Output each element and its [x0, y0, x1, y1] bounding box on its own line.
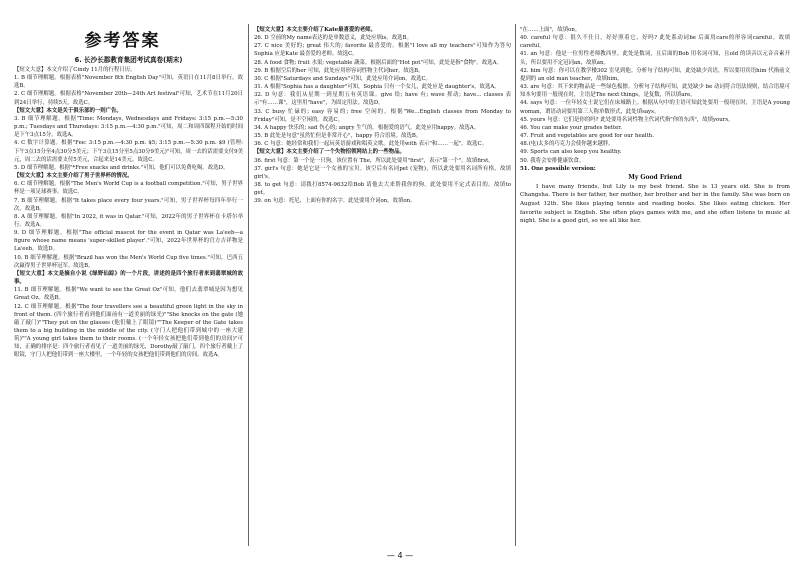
answer-item: 27. C nice 美好的; great 伟大的; favorite 最喜爱的。根据"I love all my teachers"可知作为答句 Sophia 应是Kate 最喜爱的老师。故选C。 [254, 43, 511, 58]
answer-item: 8. A 细节理解题。根据"In 2022, it was in Qatar."可知，2022年的男子世界杯在卡塔尔举行。故选A。 [14, 213, 243, 228]
answer-item: 28. A food 食物; fruit 水果; vegetable 蔬菜。根据后面的"Hot pot"可知，此处是指"食物"。故选A。 [254, 59, 502, 66]
answer-item: 46. You can make your grades better. [520, 124, 622, 131]
answer-item: 33. C busy 忙碌的; easy 容易的; free 空闲的。根据"We...English classes from Monday to Friday"可知，是不空闲的。故选C。 [254, 108, 511, 123]
answer-item: 47. Fruit and vegetables are good for our health. [520, 133, 654, 140]
passage-summary: 【短文大意】本文是摘自小说《绿野仙踪》的一个片段，讲述的是四个旅行者来到翡翠城的故事。 [14, 270, 243, 286]
column-divider [248, 24, 249, 546]
answer-column-middle [254, 26, 511, 546]
passage-summary: 51. One possible version: [520, 165, 596, 172]
answer-item: 38. to get 句意：请拨打8574-9632给Bob 请他去大来帮我你的狗。此处要用不定式表目的。故填to get。 [254, 181, 511, 197]
answer-item: 1. B 细节理解题。根据表格"November 8th English Day"可知，英语日在11月8日举行。故选B。 [14, 75, 243, 90]
passage-summary: 【短文大意】本文主要介绍了Kate最喜爱的老师。 [254, 27, 376, 33]
essay-title: My Good Friend [628, 173, 682, 181]
answer-item: 49. Sports can also keep you healthy. [520, 149, 622, 156]
column-divider [515, 24, 516, 546]
passage-summary: 【短文大意】本文主要介绍了一个失物招领网站上的一些物品。 [254, 149, 405, 156]
answer-item: 36. first 句意：第一个是一只狗，该位置有 The，所以此处要用"first"，表示"第一个"。故填first。 [254, 157, 494, 164]
answer-item: 48.(电)太多的巧克力会使你越来越胖。 [520, 141, 614, 148]
answer-item: 44. says 句意：一位年轻女士说它们在床城路上。根据从句中的主语可知此处要用一般现在时，主语是A young woman，谓语动词要用第三人称单数形式，此处填says。 [520, 100, 790, 115]
answer-item: "在……上面"，故填on。 [520, 27, 581, 33]
essay-body: I have many friends, but Lily is my best friend. She is 13 years old. She is from Changsha. There is her father, her mother, her brother and her in the family. She was born on August 12th. She likes playing tennis and reading books. She likes eating chicken. Her favorite subject is English. She often plays games with me, and she often listens to music at night. She is a good girl, so we all like her. [520, 183, 790, 225]
answer-item: 45. yours 句意：它们是你的吗? 此处要用名词性物主代词代指"你的东西"，故填yours。 [520, 116, 734, 123]
answer-item: 9. D 细节理解题。根据"The official mascot for the event in Qatar was La'eeb—a figure whose name means 'super-skilled player'."可知，2022年世界杯的官方吉祥物是La'eeb。故选D。 [14, 230, 243, 253]
answer-item: 3. B 细节理解题。根据"Time: Mondays, Wednesdays and Fridays: 3:15 p.m.—5:30 p.m.; Tuesdays and Thursdays: 3:15 p.m.—4:30 p.m."可知，周二和周四课程开始的时间是下午3点15分。故选A。 [14, 115, 243, 139]
answer-item: 43. are 句意：其下来的物品是一些绿色板擦。分析句子结构可知，此处缺少 be 动词符合语法规则，结合语境可知本句要用一般现在时，主语是The next things，是复数，所以填are。 [520, 84, 790, 99]
section-heading: 6. 长沙长郡教育集团考试真卷(期末) [74, 56, 183, 64]
passage-summary: 【短文大意】本文是关于俱乐部的一则广告。 [14, 107, 122, 114]
answer-item: 30. C 根据"Saturdays and Sundays"可知，此处应用介词on。故选C。 [254, 75, 432, 82]
answer-item: 【短文大意】本文介绍了Cindy 11月的行程日历。 [14, 67, 136, 73]
answer-item: 5. D 细节理解题。根据"*Free snacks and drinks."可知，他们可以免费吃喝。故选D。 [14, 164, 229, 171]
answer-item: 10. B 细节理解题。根据"Brazil has won the Men's World Cup five times."可知，巴西五次赢得男子世界杯冠军。故选B。 [14, 254, 243, 269]
answer-item: 7. B 细节理解题。根据"It takes place every four years."可知，男子世界杯每四年举行一次。故选B。 [14, 197, 243, 212]
passage-summary: 【短文大意】本文主要介绍了男子世界杯的情况。 [14, 173, 133, 180]
answer-item: 6. C 细节理解题。根据"The Men's World Cup is a football competition."可知，男子世界杯是一项足球赛事。故选C。 [14, 181, 243, 196]
answer-column-right [520, 26, 790, 546]
answer-item: 31. A 根据"Sophia has a daughter"可知，Sophia 只有一个女儿，此处应是 daughter's。故选A。 [254, 84, 500, 91]
answer-item: 11. B 细节理解题。根据"We want to see the Great Oz"可知，他们去翡翠城是因为想见Great Oz。故选B。 [14, 287, 243, 302]
answer-column-left [14, 55, 243, 545]
answer-item: 39. on 句意：托尼，上面有你的名字。此处要用介词on。故填on。 [254, 198, 416, 205]
answer-item: 42. him 句意：你可以在教学楼302 室见到他。分析句子结构可知，此处缺少宾语，所以要用宾语him 代指前文提到的 an old man teacher，故填him。 [520, 67, 790, 82]
answer-item: 34. A happy 快乐的; sad 伤心的; angry 生气的。根据爱的语气，此处应用happy。故选A。 [254, 124, 480, 131]
answer-item: 40. careful 句意：很久不仕日，好好照着它，好吗? 此处系动词be 后面用care的形容词careful。故填careful。 [520, 35, 790, 50]
answer-item: 36. C 句意：她经常和我们一起玩英语游戏和唱英文歌。此处用with 表示"和……一起"。故选C。 [254, 141, 487, 148]
answer-item: 37. girl's 句意：她是它是一个女孩的宝贝。该空后有名词pet (宠物)，所以此处要用名词所有格，故填girl's。 [254, 165, 511, 180]
page-title: 参考答案 [84, 31, 161, 51]
page-number: — 4 — [386, 551, 414, 560]
answer-item: 35. B 此处是句意"虽然忙但是非常开心"，happy 符合语境。故选B。 [254, 133, 422, 140]
answer-item: 12. C 细节理解题。根据"The four travellers see a beautiful green light in the sky in front of them. (四个旅行者看到他们面前有一道美丽的绿光)""She knocks on the gate (她敲了敲门)""They put on the glasses (他们戴上了眼镜)""The Keeper of the Gate takes them to a big building in the middle of the city. (守门人把他们带到城中的一座大建筑)""A young girl takes them to their rooms. (一个年轻女孩把他们带到他们的房间)"可知，正确的排序是：四个旅行者看见了一道美丽的绿光，Dorothy敲了敲门，四个旅行者戴上了眼镜，守门人把他们带到一座大楼里，一个年轻的女孩把他们带到他们的房间。故选A。 [14, 303, 243, 359]
answer-item: 4. C 数字计算题。根据"Fee: 3:15 p.m.—4:30 p.m. $5; 3:15 p.m.—5:30 p.m. $9 (管理: 下午3点15分至4点30分5美元；下午3点15分至5点30分9美元)"可知，周一去的话需要支付9美元，周二去的话需要支付5美元，合起来是14美元。故选C。 [14, 140, 243, 163]
answer-item: 32. D 句意：我们从星期一到星期五有英语课。give 给; have 有; wave 挥动; have... classes 表示"有……课"，这里用"have"，为固定用法。故选D。 [254, 92, 511, 107]
answer-item: 50. 我将会安排健康饮食。 [520, 157, 585, 164]
answer-item: 41. an 句意：他是一位男性老师教西里。此处是数词，且后面的Bob 用名词可知，且old 的读音以元音音素开头，所以要用不定冠词an，故填an。 [520, 51, 790, 66]
answer-item: 26. D 空前的My name表达的是单数意义，此处应填is。故选B。 [254, 35, 412, 42]
answer-item: 29. B 根据空后的her 可知，此处应用形容词性物主代词her。故选B。 [254, 67, 424, 74]
answer-item: 2. C 细节理解题。根据表格"November 20th—24th Art festival"可知，艺术节在11月20日到24日举行，持续5天。故选C。 [14, 91, 243, 106]
